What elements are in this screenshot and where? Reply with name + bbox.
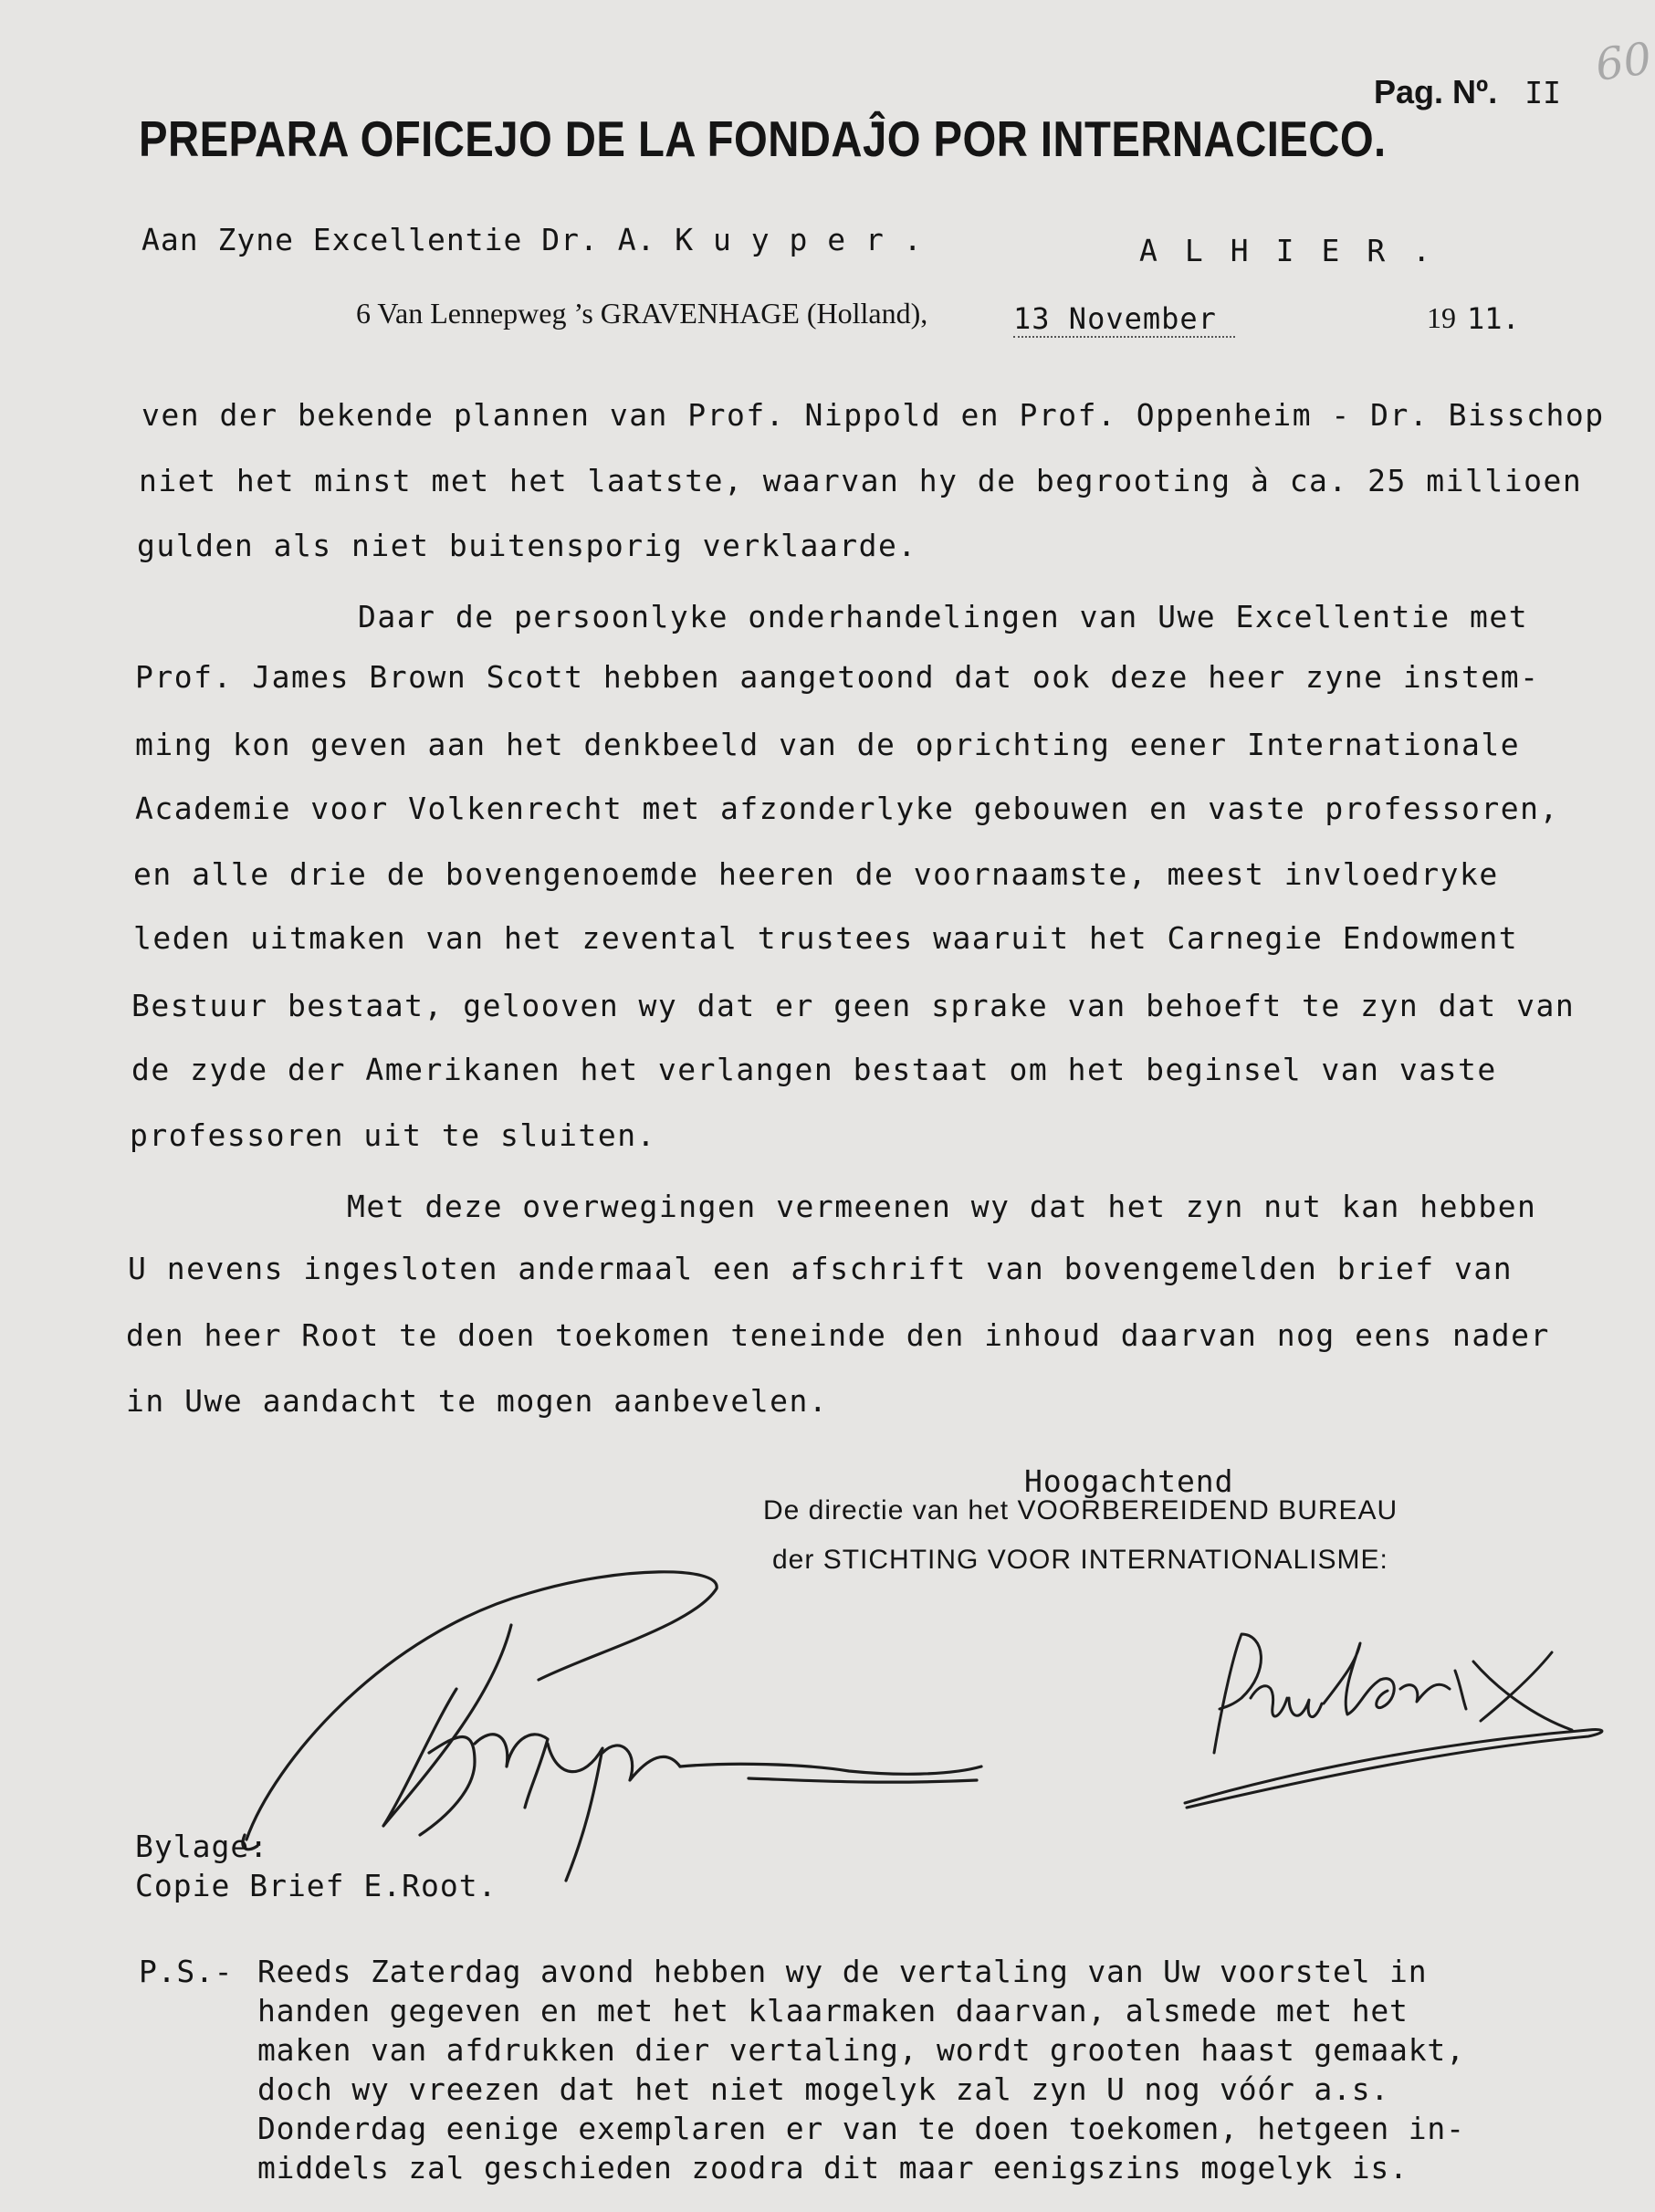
year-suffix: 11. [1467, 301, 1520, 336]
body-line: Prof. James Brown Scott hebben aangetoond dat ook deze heer zyne instem- [135, 659, 1540, 695]
enclosure-label: Bylage: [135, 1829, 269, 1864]
body-line: Academie voor Volkenrecht met afzonderlyke gebouwen en vaste professoren, [135, 791, 1559, 826]
postscript-line: maken van afdrukken dier vertaling, wordt grooten haast gemaakt, [257, 2032, 1465, 2068]
postscript-line: Reeds Zaterdag avond hebben wy de vertaling van Uw voorstel in [257, 1954, 1428, 1989]
body-line: ven der bekende plannen van Prof. Nippold en Prof. Oppenheim - Dr. Bisschop [141, 397, 1605, 433]
body-line: niet het minst met het laatste, waarvan hy de begrooting à ca. 25 millioen [139, 463, 1583, 498]
page-number-label: Pag. Nº. [1374, 73, 1498, 110]
recipient-location: ALHIER. [1139, 233, 1459, 268]
body-line: Met deze overwegingen vermeenen wy dat het zyn nut kan hebben [347, 1189, 1537, 1224]
signature-right [1185, 1634, 1602, 1808]
body-line: U nevens ingesloten andermaal een afschrift van bovengemelden brief van [128, 1251, 1514, 1286]
body-line: de zyde der Amerikanen het verlangen bestaat om het beginsel van vaste [131, 1052, 1497, 1087]
year-prefix: 19 [1427, 301, 1456, 334]
postscript-line: Donderdag eenige exemplaren er van te doen toekomen, hetgeen in- [257, 2111, 1465, 2146]
signature-left [243, 1572, 981, 1881]
body-line: Daar de persoonlyke onderhandelingen van Uwe Excellentie met [358, 599, 1529, 634]
stamp-line-2: der STICHTING VOOR INTERNATIONALISME: [772, 1545, 1388, 1575]
pencil-folio-mark: 60 [1592, 33, 1655, 91]
body-line: gulden als niet buitensporig verklaarde. [137, 528, 917, 563]
body-line: ming kon geven aan het denkbeeld van de oprichting eener Internationale [135, 727, 1521, 762]
stamp-line-1: De directie van het VOORBEREIDEND BUREAU [763, 1495, 1398, 1525]
body-line: professoren uit te sluiten. [130, 1117, 656, 1153]
body-line: den heer Root te doen toekomen teneinde den inhoud daarvan nog eens nader [126, 1317, 1550, 1353]
body-line: en alle drie de bovengenoemde heeren de voornaamste, meest invloedryke [133, 856, 1499, 892]
postscript-label: P.S.- [139, 1954, 234, 1989]
body-line: leden uitmaken van het zevental trustees waaruit het Carnegie Endowment [133, 920, 1519, 956]
body-line: in Uwe aandacht te mogen aanbevelen. [126, 1383, 829, 1419]
postscript-line: middels zal geschieden zoodra dit maar eenigszins mogelyk is. [257, 2150, 1409, 2186]
page-number-value: II [1524, 75, 1561, 110]
recipient-line: Aan Zyne Excellentie Dr. A. K u y p e r . [141, 222, 923, 257]
letterhead-address: 6 Van Lennepweg ’s GRAVENHAGE (Holland), [356, 297, 928, 330]
postscript-line: doch wy vreezen dat het niet mogelyk zal zyn U nog vóór a.s. [257, 2071, 1390, 2107]
postscript-line: handen gegeven en met het klaarmaken daarvan, alsmede met het [257, 1993, 1409, 2029]
closing-salutation: Hoogachtend [1024, 1463, 1234, 1499]
enclosure-item: Copie Brief E.Root. [135, 1868, 498, 1903]
letter-date: 13 November [1013, 301, 1235, 338]
body-line: Bestuur bestaat, gelooven wy dat er geen sprake van behoeft te zyn dat van [131, 988, 1576, 1023]
letterhead-title: PREPARA OFICEJO DE LA FONDAĴO POR INTERNACIECO. [139, 110, 1387, 167]
